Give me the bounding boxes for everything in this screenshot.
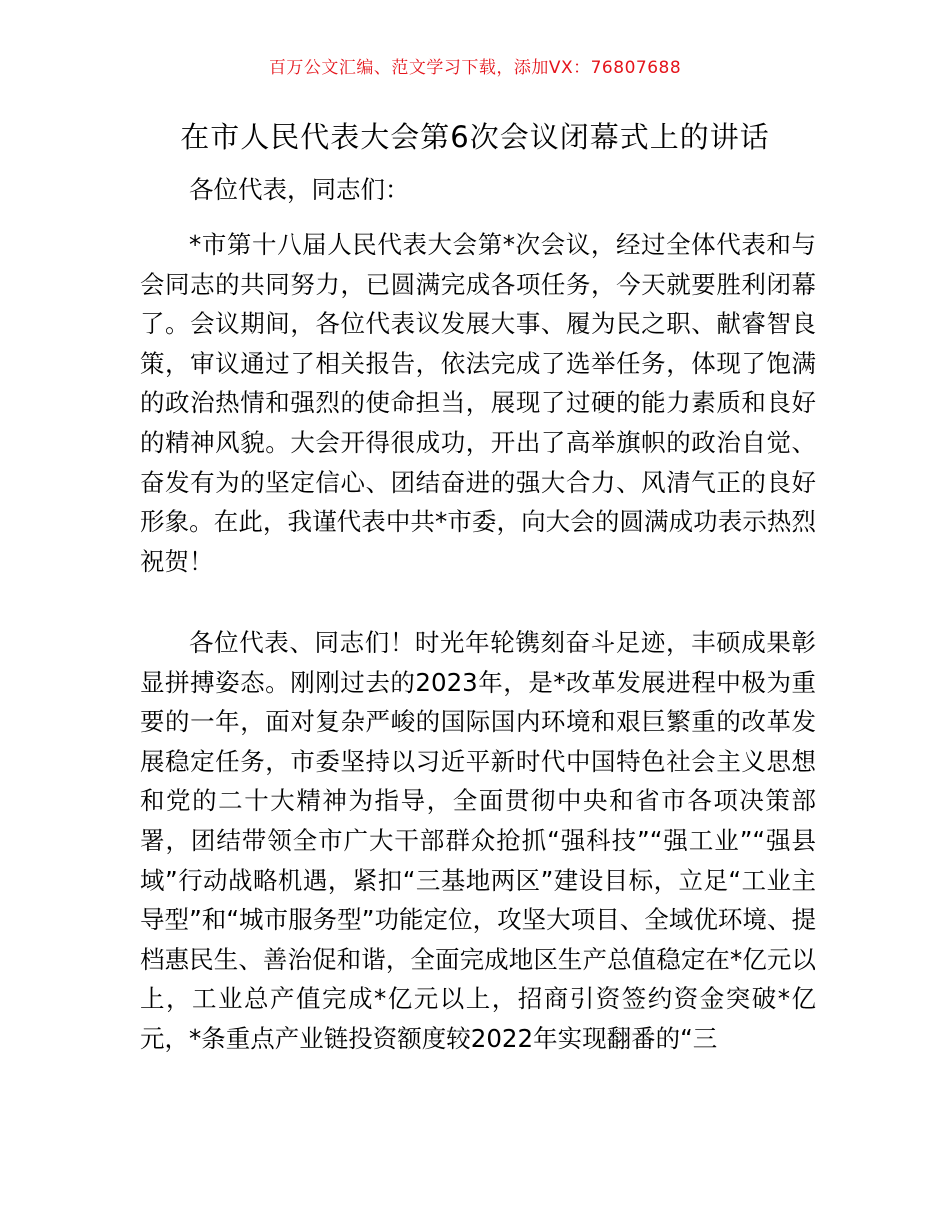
document-title: 在市人民代表大会第6次会议闭幕式上的讲话 [180, 120, 770, 154]
paragraph-1: *市第十八届人民代表大会第*次会议，经过全体代表和与会同志的共同努力，已圆满完成各项任务，今天就要胜利闭幕了。会议期间，各位代表议发展大事、履为民之职、献睿智良策，审议通过了相关报告，依法完成了选举任务，体现了饱满的政治热情和强烈的使命担当，展现了过硬的能力素质和良好的精神风貌。大会开得很成功，开出了高举旗帜的政治自觉、奋发有为的坚定信心、团结奋进的强大合力、风清气正的良好形象。在此，我谨代表中共*市委，向大会的圆满成功表示热烈祝贺！ [140, 230, 816, 576]
salutation: 各位代表，同志们： [189, 175, 410, 204]
paragraph-2: 各位代表、同志们！时光年轮镌刻奋斗足迹，丰硕成果彰显拼搏姿态。刚刚过去的2023年，是*改革发展进程中极为重要的一年，面对复杂严峻的国际国内环境和艰巨繁重的改革发展稳定任务，市委坚持以习近平新时代中国特色社会主义思想和党的二十大精神为指导，全面贯彻中央和省市各项决策部署，团结带领全市广大干部群众抢抓“强科技”“强工业”“强县域”行动战略机遇，紧扣“三基地两区”建设目标，立足“工业主导型”和“城市服务型”功能定位，攻坚大项目、全域优环境、提档惠民生、善治促和谐，全面完成地区生产总值稳定在*亿元以上，工业总产值完成*亿元以上，招商引资签约资金突破*亿元，*条重点产业链投资额度较2022年实现翻番的“三 [140, 628, 816, 1053]
watermark-header: 百万公文汇编、范文学习下载，添加VX：76807688 [268, 58, 682, 78]
